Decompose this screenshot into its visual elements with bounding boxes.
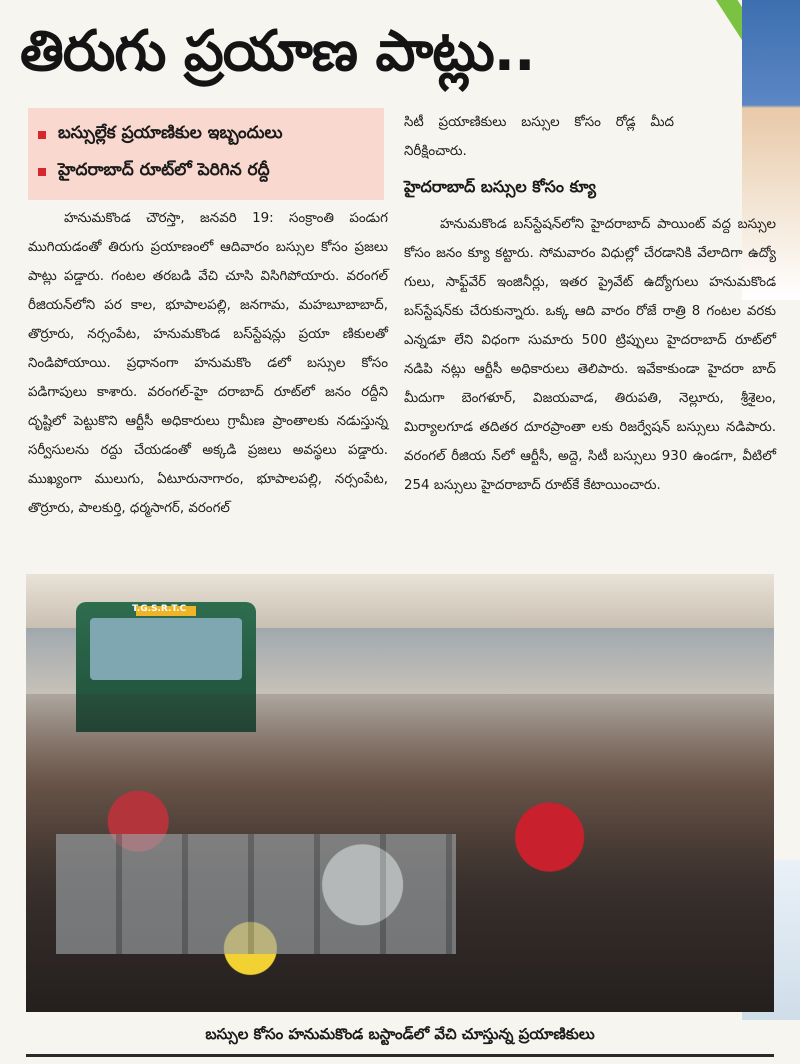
highlight-text: బస్సుల్లేక ప్రయాణికుల ఇబ్బందులు (58, 122, 283, 143)
bus-windshield (90, 618, 242, 680)
highlight-text: హైదరాబాద్ రూట్‌లో పెరిగిన రద్దీ (58, 159, 270, 180)
highlight-item (38, 153, 374, 190)
article-paragraph: సిటీ ప్రయాణికులు బస్సుల కోసం రోడ్ల మీద నిరీక్షించారు. (404, 115, 674, 159)
news-photo (26, 574, 774, 1012)
article-right-column-top (404, 108, 674, 166)
highlight-item (38, 116, 374, 153)
bullet-square-icon (38, 168, 46, 176)
article-left-column (28, 204, 388, 523)
bullet-square-icon (38, 131, 46, 139)
highlights-box (28, 108, 384, 200)
bus-logo-text: T.G.S.R.T.C (132, 604, 187, 614)
article-paragraph: హనుమకొండ బస్‌స్టేషన్‌లోని హైదరాబాద్ పాయింట్ వద్ద బస్సుల కోసం జనం క్యూ కట్టారు. సోమవారం విధుల్లో చేరడానికి వేలాదిగా ఉద్యో గులు, సాఫ్ట్‌వేర్ ఇంజినీర్లు, ఇతర ప్రైవేట్ ఉద్యోగులు హనుమకొండ బస్‌స్టేషన్‌కు చేరుకున్నారు. ఒక్క ఆది వారం రోజే రాత్రి 8 గంటల వరకు ఎన్నడూ లేని విధంగా సుమారు 500 ట్రిప్పులు హైదరాబాద్ రూట్‌లో నడిపి నట్లు ఆర్టీసీ అధికారులు తెలిపారు. ఇవేకాకుండా హైదరా బాద్ మీదుగా బెంగళూర్, విజయవాడ, తిరుపతి, నెల్లూరు, శ్రీశైలం, మిర్యాలగూడ తదితర దూరప్రాంతా లకు రిజర్వేషన్ బస్సులు నడిపారు. వరంగల్ రీజియ న్‌లో ఆర్టీసీ, అద్దె, సిటీ బస్సులు 930 ఉండగా, వీటిలో 254 బస్సులు హైదరాబాద్ రూట్‌కే కేటాయించారు. (404, 217, 776, 493)
article-paragraph: హనుమకొండ చౌరస్తా, జనవరి 19: సంక్రాంతి పండుగ ముగియడంతో తిరుగు ప్రయాణంలో ఆదివారం బస్సుల కోసం ప్రజలు పాట్లు పడ్డారు. గంటల తరబడి వేచి చూసి విసిగిపోయారు. వరంగల్ రీజియన్‌లోని పర కాల, భూపాలపల్లి, జనగామ, మహబూబాబాద్, తొర్రూరు, నర్సంపేట, హనుమకొండ బస్‌స్టేషన్లు ప్రయా ణికులతో నిండిపోయాయి. ప్రధానంగా హనుమకొం డలో బస్సుల కోసం పడిగాపులు కాశారు. వరంగల్-హై దరాబాద్ రూట్‌లో జనం రద్దీని దృష్టిలో పెట్టుకొని ఆర్టీసీ అధికారులు గ్రామీణ ప్రాంతాలకు నడుస్తున్న సర్వీసులను రద్దు చేయడంతో అక్కడి ప్రజలు అవస్థలు పడ్డారు. ముఖ్యంగా ములుగు, ఏటూరునాగారం, భూపాలపల్లి, నర్సంపేట, తొర్రూరు, పాలకుర్తి, ధర్మసాగర్, వరంగల్ (28, 211, 388, 516)
article-right-column (404, 210, 776, 500)
article-subheading: హైదరాబాద్ బస్సుల కోసం క్యూ (404, 177, 596, 196)
headline: తిరుగు ప్రయాణ పాట్లు.. (20, 19, 535, 84)
waiting-benches (56, 834, 456, 954)
photo-caption: బస్సుల కోసం హనుమకొండ బస్టాండ్‌లో వేచి చూస్తున్న ప్రయాణికులు (26, 1014, 774, 1057)
